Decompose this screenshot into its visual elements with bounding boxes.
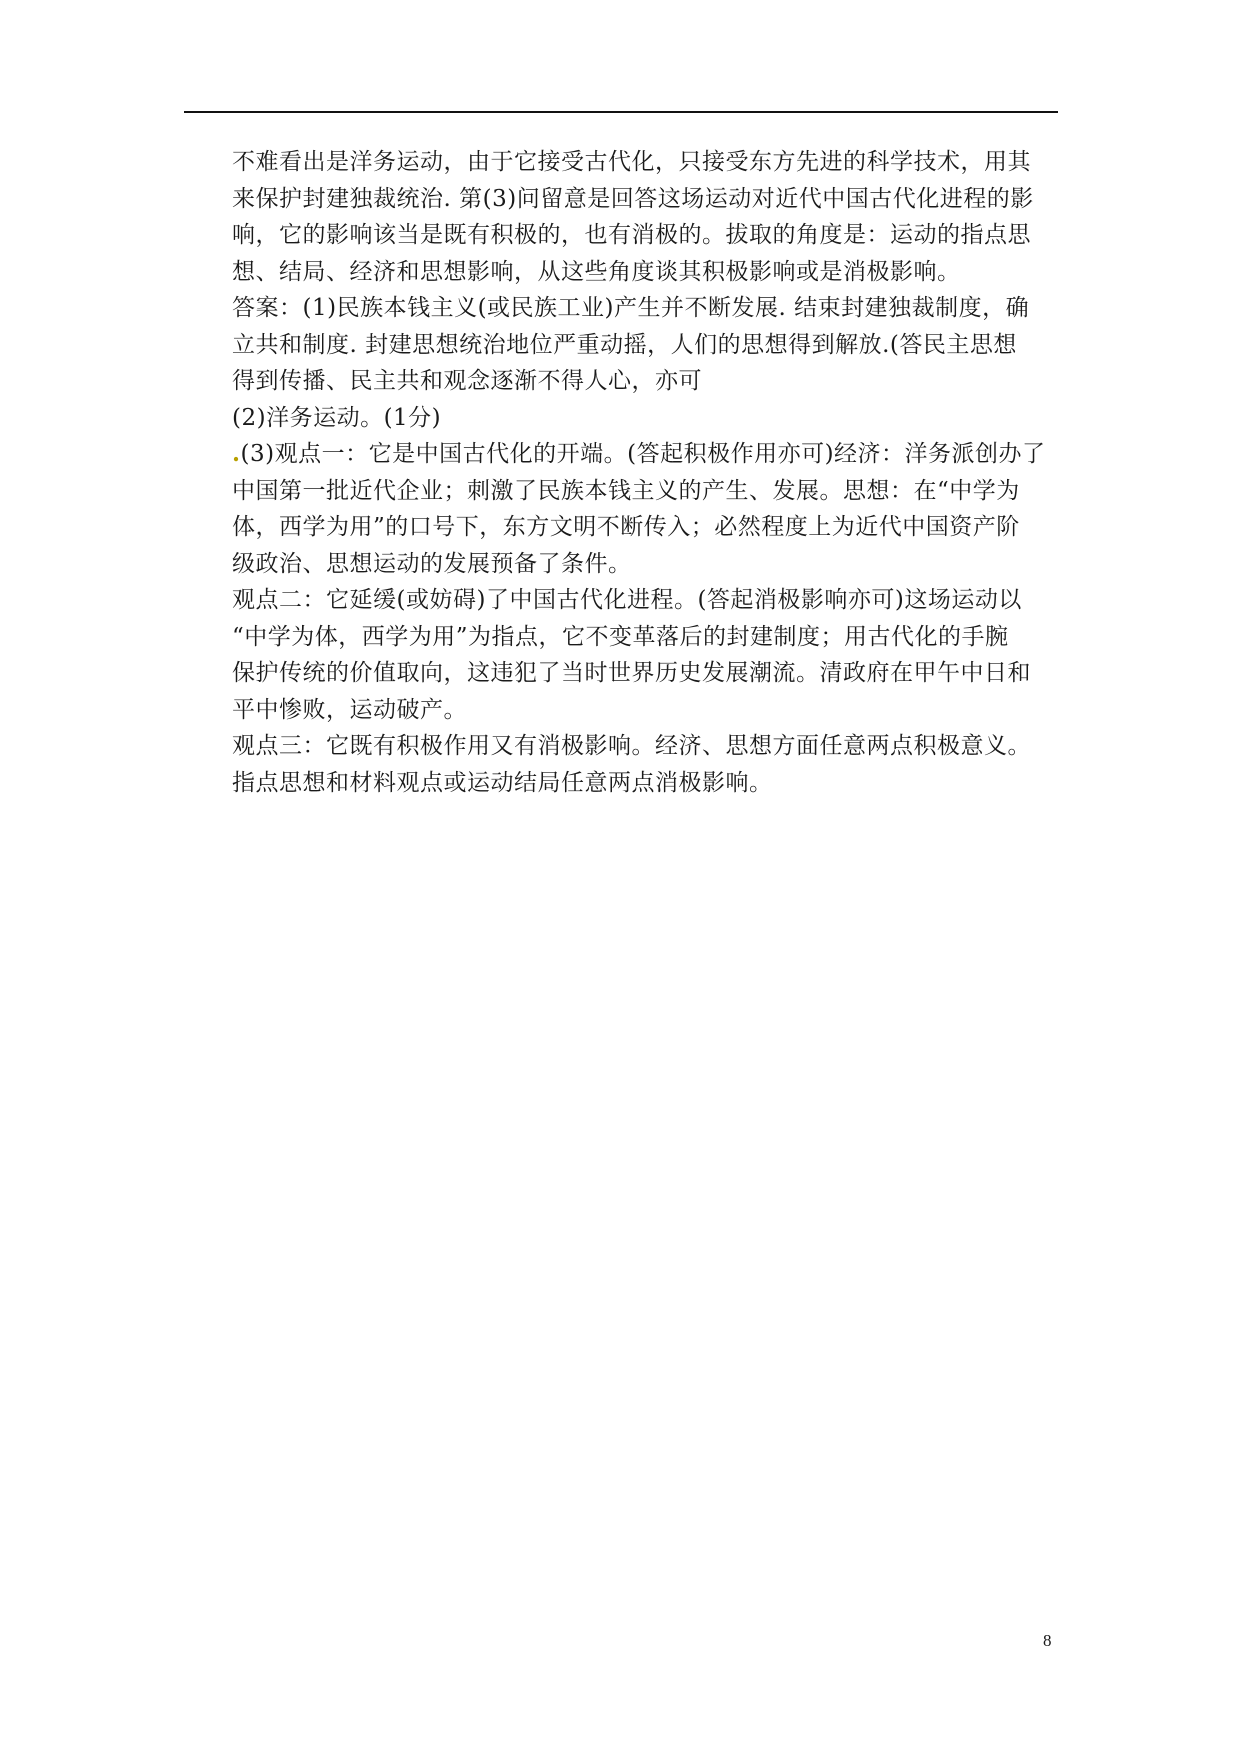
text-line xyxy=(232,436,1077,473)
text-line: 立共和制度. 封建思想统治地位严重动摇，人们的思想得到解放.(答民主思想 xyxy=(232,331,1017,358)
text-line: 来保护封建独裁统治. 第(3)问留意是回答这场运动对近代中国古代化进程的影 xyxy=(232,185,1034,212)
text-line: (2)洋务运动。(1分) xyxy=(232,404,442,431)
text-line: 中国第一批近代企业；刺激了民族本钱主义的产生、发展。思想：在“中学为 xyxy=(232,477,1020,504)
text-line: 保护传统的价值取向，这违犯了当时世界历史发展潮流。清政府在甲午中日和 xyxy=(232,660,1031,686)
highlight-mark: . xyxy=(232,440,241,467)
text-line: 响，它的影响该当是既有积极的，也有消极的。拔取的角度是：运动的指点思 xyxy=(232,222,1031,248)
text-line: 平中惨败，运动破产。 xyxy=(232,696,467,723)
text-line-content: (3)观点一：它是中国古代化的开端。(答起积极作用亦可)经济：洋务派创办了 xyxy=(240,441,1046,467)
text-line: 观点二：它延缓(或妨碍)了中国古代化进程。(答起消极影响亦可)这场运动以 xyxy=(232,587,1022,613)
text-line: 观点三：它既有积极作用又有消极影响。经济、思想方面任意两点积极意义。 xyxy=(232,733,1031,759)
text-line: 指点思想和材料观点或运动结局任意两点消极影响。 xyxy=(232,769,773,796)
page-number: 8 xyxy=(1043,1631,1052,1650)
text-line: 想、结局、经济和思想影响，从这些角度谈其积极影响或是消极影响。 xyxy=(232,258,961,285)
document-body xyxy=(232,144,1077,801)
text-line: 不难看出是洋务运动，由于它接受古代化，只接受东方先进的科学技术，用其 xyxy=(232,149,1031,175)
text-line: 体，西学为用”的口号下，东方文明不断传入；必然程度上为近代中国资产阶 xyxy=(232,514,1020,540)
text-line: 级政治、思想运动的发展预备了条件。 xyxy=(232,550,632,577)
header-rule xyxy=(184,111,1058,113)
text-line: “中学为体，西学为用”为指点，它不变革落后的封建制度；用古代化的手腕 xyxy=(232,623,1009,650)
text-line: 答案：(1)民族本钱主义(或民族工业)产生并不断发展. 结束封建独裁制度，确 xyxy=(232,295,1030,321)
text-line: 得到传播、民主共和观念逐渐不得人心，亦可 xyxy=(232,368,702,394)
